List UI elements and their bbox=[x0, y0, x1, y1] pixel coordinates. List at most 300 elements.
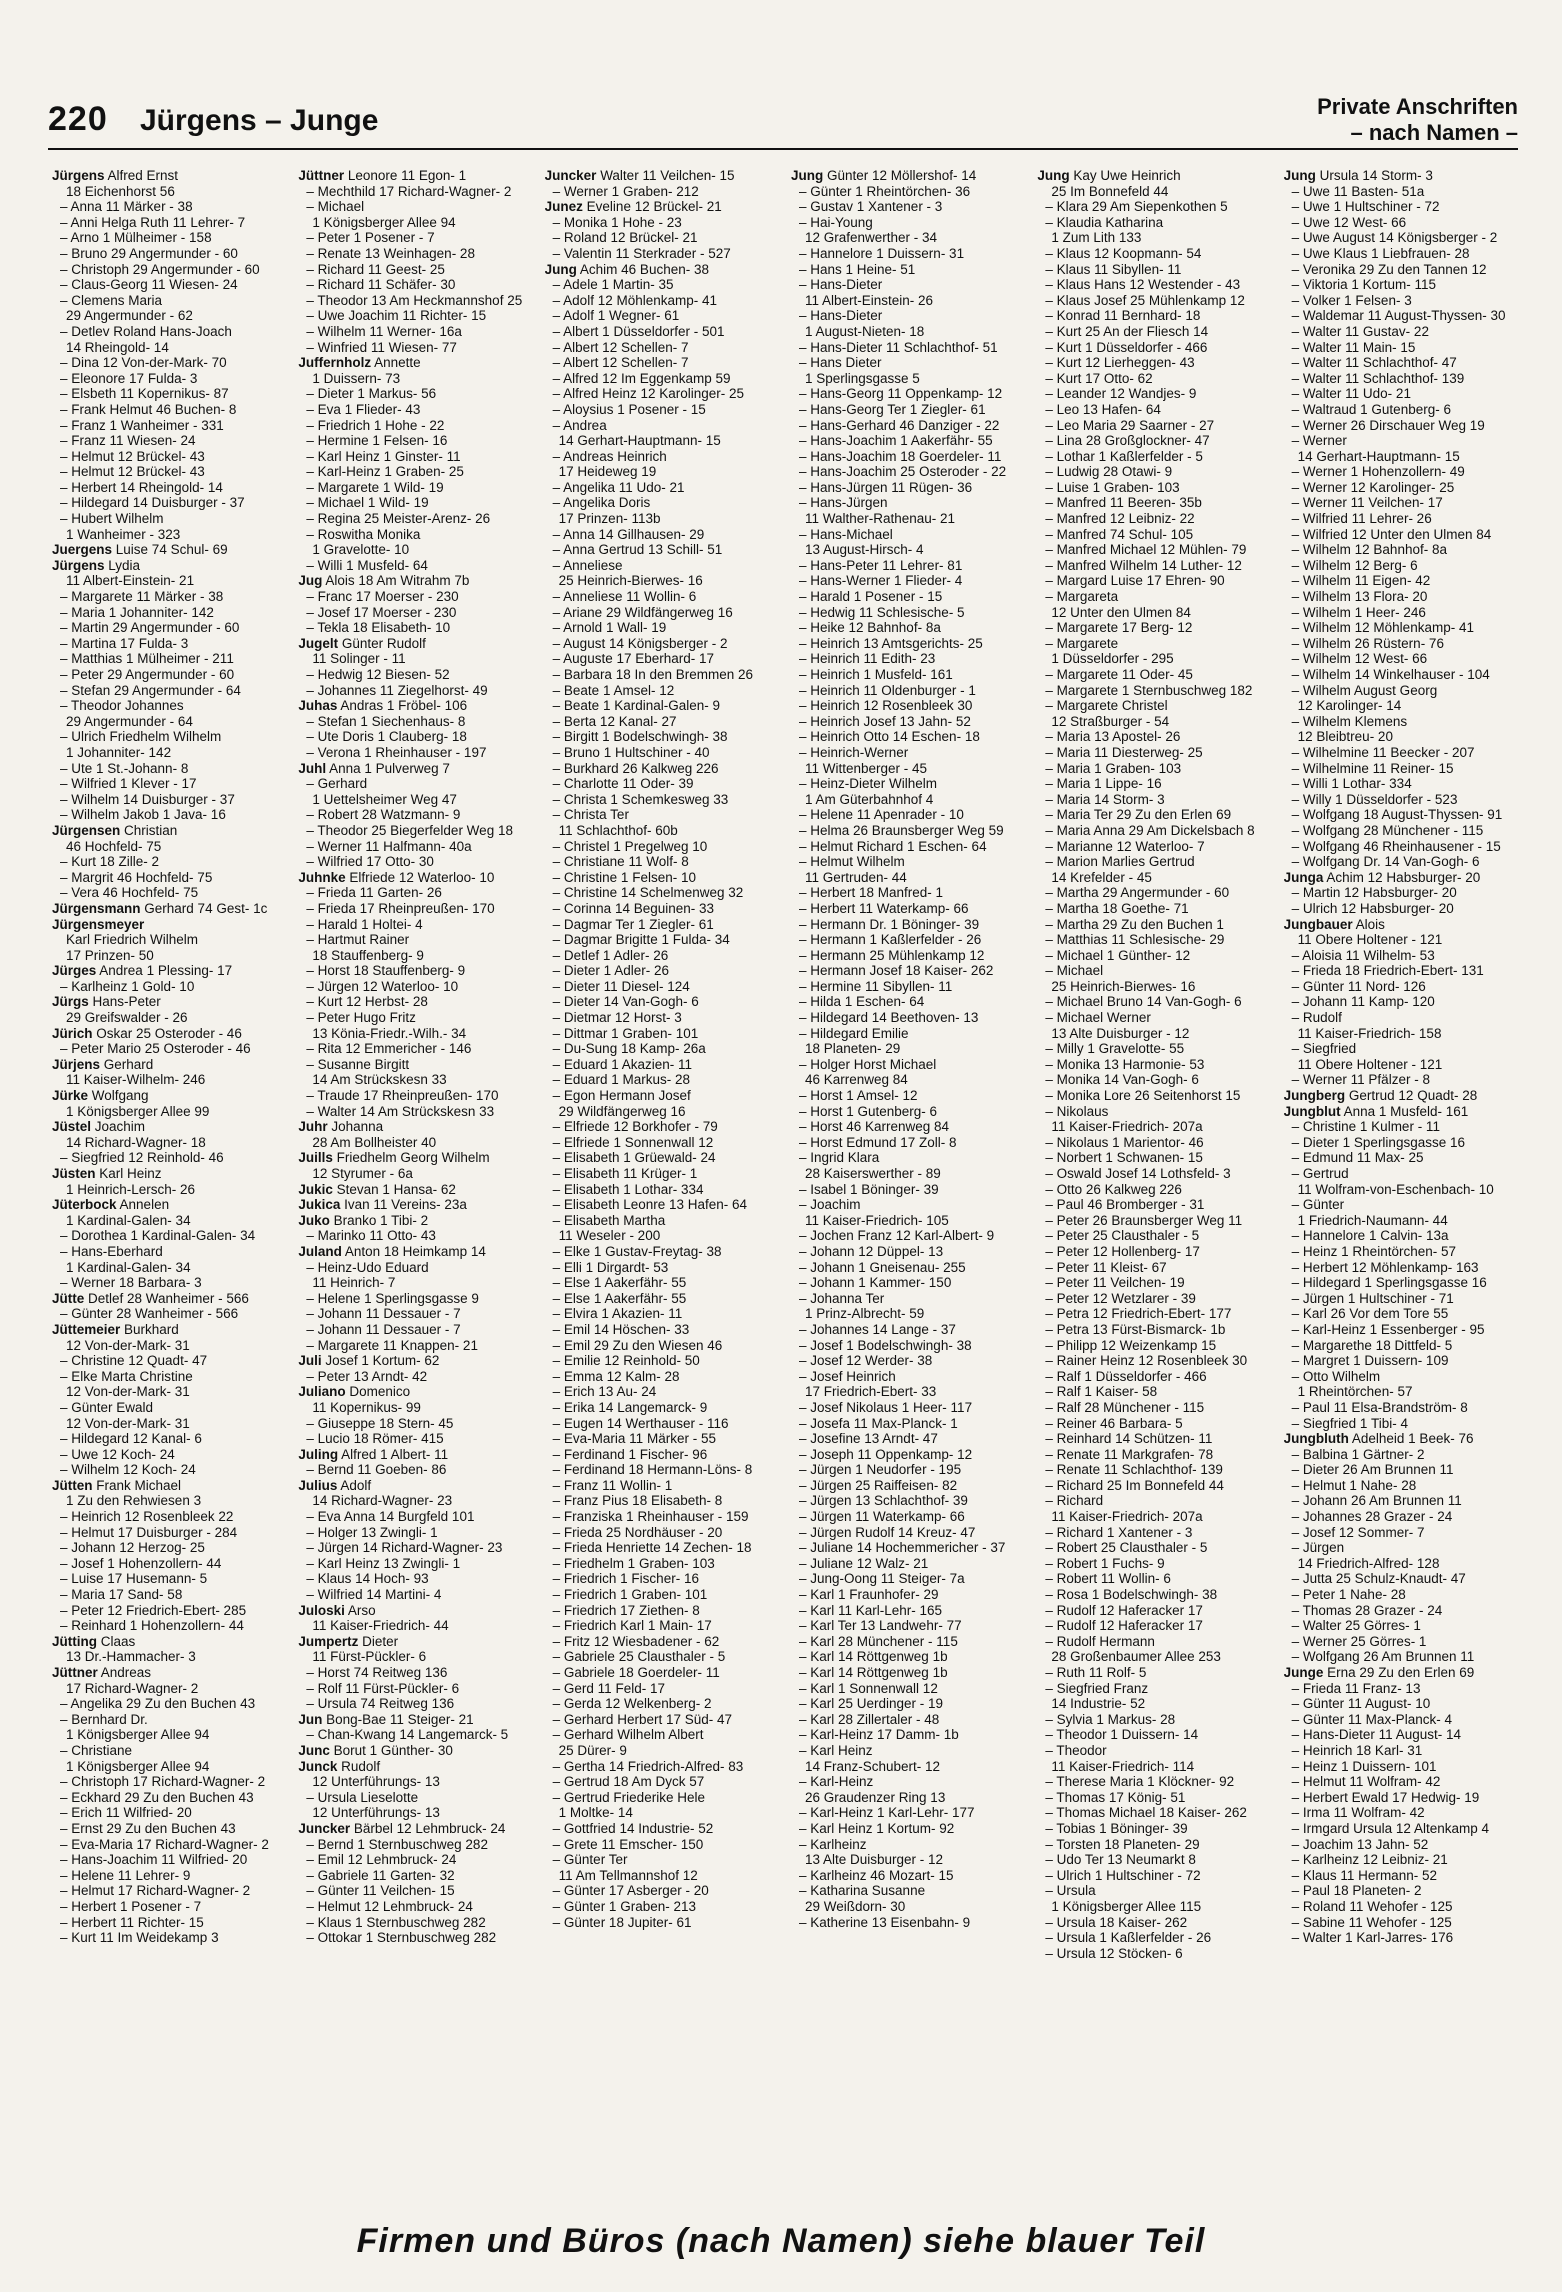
surname: Jüttner bbox=[52, 1665, 98, 1680]
directory-entry: – Ursula 1 Kaßlerfelder - 26 bbox=[1045, 1930, 1212, 1946]
directory-entry: – Edmund 11 Max- 25 bbox=[1291, 1150, 1424, 1166]
directory-entry: – Elsbeth 11 Kopernikus- 87 bbox=[60, 386, 229, 402]
directory-entry: – Peter 11 Kleist- 67 bbox=[1045, 1259, 1167, 1275]
directory-entry: – Johanna Ter bbox=[798, 1290, 885, 1306]
directory-entry: – Christa Ter bbox=[552, 807, 629, 823]
directory-entry: – Wilhelm 14 Duisburger - 37 bbox=[60, 791, 235, 807]
directory-entry: 11 Albert-Einstein- 26 bbox=[804, 292, 934, 308]
directory-entry: – Johann 12 Herzog- 25 bbox=[60, 1540, 205, 1556]
directory-entry: – Klara 29 Am Siepenkothen 5 bbox=[1045, 199, 1228, 215]
directory-column-6 bbox=[1284, 168, 1522, 2208]
directory-entry: – Elvira 1 Akazien- 11 bbox=[552, 1306, 683, 1322]
directory-entry: – Adolf 12 Möhlenkamp- 41 bbox=[552, 292, 718, 308]
directory-entry: Jürgens Lydia bbox=[52, 557, 141, 573]
directory-entry: – Dagmar Brigitte 1 Fulda- 34 bbox=[552, 932, 730, 948]
directory-entry: – Hans-Peter 11 Lehrer- 81 bbox=[798, 557, 963, 573]
directory-entry: 11 Wittenberger - 45 bbox=[804, 760, 928, 776]
directory-entry: – Uwe August 14 Königsberger - 2 bbox=[1291, 230, 1498, 246]
directory-entry: – Petra 12 Friedrich-Ebert- 177 bbox=[1045, 1306, 1232, 1322]
directory-entry: – Aloisia 11 Wilhelm- 53 bbox=[1291, 947, 1435, 963]
directory-entry: – Heinz-Dieter Wilhelm bbox=[798, 776, 938, 792]
directory-entry: – Günter 17 Asberger - 20 bbox=[552, 1883, 709, 1899]
directory-entry: – Hans Dieter bbox=[798, 355, 882, 371]
directory-entry: – Helmut 17 Richard-Wagner- 2 bbox=[60, 1883, 251, 1899]
directory-entry: Jun Bong-Bae 11 Steiger- 21 bbox=[298, 1711, 474, 1727]
directory-entry: – Thomas 28 Grazer - 24 bbox=[1291, 1602, 1443, 1618]
directory-entry: – Paul 11 Elsa-Brandström- 8 bbox=[1291, 1399, 1468, 1415]
directory-entry: – Walter 11 Schlachthof- 47 bbox=[1291, 355, 1457, 371]
directory-entry: – Johann 1 Gneisenau- 255 bbox=[798, 1259, 966, 1275]
surname: Jütten bbox=[52, 1477, 93, 1493]
directory-entry: 17 Richard-Wagner- 2 bbox=[66, 1680, 199, 1696]
directory-entry: – Rainer Heinz 12 Rosenbleek 30 bbox=[1045, 1353, 1248, 1369]
directory-entry: – Klaus 11 Hermann- 52 bbox=[1291, 1867, 1437, 1883]
directory-entry: – Elisabeth Martha bbox=[552, 1212, 666, 1228]
directory-entry: – Wilfried 12 Unter den Ulmen 84 bbox=[1291, 526, 1492, 542]
directory-entry: – Walter 14 Am Strückskesn 33 bbox=[306, 1103, 495, 1119]
directory-entry: – Udo Ter 13 Neumarkt 8 bbox=[1045, 1852, 1196, 1868]
directory-entry: Jürjens Gerhard bbox=[52, 1056, 154, 1072]
directory-entry: – Hermann 25 Mühlenkamp 12 bbox=[798, 947, 985, 963]
directory-entry: – Nikolaus bbox=[1045, 1103, 1109, 1119]
directory-entry: 11 Kaiser-Friedrich- 105 bbox=[804, 1212, 949, 1228]
directory-entry: – Manfred Michael 12 Mühlen- 79 bbox=[1045, 542, 1247, 558]
directory-entry: – Peter 12 Wetzlarer - 39 bbox=[1045, 1290, 1196, 1306]
directory-entry: – Eduard 1 Markus- 28 bbox=[552, 1072, 690, 1088]
surname: Jürgens bbox=[52, 557, 105, 573]
directory-entry: – Herbert 1 Posener - 7 bbox=[60, 1898, 202, 1914]
directory-entry: – Maria 11 Diesterweg- 25 bbox=[1045, 744, 1203, 760]
directory-entry: Jüsten Karl Heinz bbox=[52, 1166, 162, 1181]
directory-column-4 bbox=[791, 168, 1029, 2208]
directory-entry: – Josef 17 Moerser - 230 bbox=[306, 604, 457, 620]
directory-entry: – Martin 12 Habsburger- 20 bbox=[1291, 885, 1457, 901]
surname: Juhr bbox=[298, 1119, 328, 1135]
directory-entry: 1 Friedrich-Naumann- 44 bbox=[1297, 1212, 1448, 1228]
directory-entry: 46 Karrenweg 84 bbox=[804, 1072, 908, 1088]
directory-entry: – Dieter 1 Sperlingsgasse 16 bbox=[1291, 1134, 1465, 1150]
directory-entry: – Helmut Richard 1 Eschen- 64 bbox=[798, 838, 987, 854]
directory-entry: 29 Wildfängerweg 16 bbox=[558, 1103, 686, 1119]
directory-entry: – Martha 29 Angermunder - 60 bbox=[1045, 885, 1230, 901]
directory-entry: – Christiane bbox=[60, 1742, 133, 1758]
directory-entry: – Siegfried bbox=[1291, 1041, 1357, 1057]
directory-entry: – Grete 11 Emscher- 150 bbox=[552, 1836, 704, 1852]
surname: Juhnke bbox=[298, 869, 346, 885]
directory-entry: – Hubert Wilhelm bbox=[60, 511, 164, 527]
directory-entry: – Volker 1 Felsen- 3 bbox=[1291, 292, 1412, 308]
directory-entry: – Karl 26 Vor dem Tore 55 bbox=[1291, 1306, 1449, 1322]
directory-entry: – Wilhelm 12 Bahnhof- 8a bbox=[1291, 542, 1447, 558]
directory-entry: – Margrit 46 Hochfeld- 75 bbox=[60, 869, 213, 885]
directory-entry: – Clemens Maria bbox=[60, 292, 163, 308]
directory-entry: – Rudolf 12 Haferacker 17 bbox=[1045, 1618, 1203, 1634]
directory-entry: – Josef Nikolaus 1 Heer- 117 bbox=[798, 1399, 973, 1415]
directory-entry: 25 Dürer- 9 bbox=[558, 1742, 627, 1758]
directory-entry: – Uwe 1 Hultschiner - 72 bbox=[1291, 199, 1440, 215]
directory-entry: – Helma 26 Braunsberger Weg 59 bbox=[798, 822, 1004, 838]
directory-entry: – Heinrich Otto 14 Eschen- 18 bbox=[798, 729, 980, 745]
directory-entry: 11 Schlachthof- 60b bbox=[558, 822, 678, 838]
directory-entry: – Gertha 14 Friedrich-Alfred- 83 bbox=[552, 1758, 744, 1774]
directory-entry: – Dieter 1 Adler- 26 bbox=[552, 963, 669, 979]
directory-entry: – Karl 14 Röttgenweg 1b bbox=[798, 1649, 948, 1665]
directory-entry: – Monika 14 Van-Gogh- 6 bbox=[1045, 1072, 1199, 1088]
directory-entry: – Regina 25 Meister-Arenz- 26 bbox=[306, 511, 491, 527]
directory-entry: 25 Heinrich-Bierwes- 16 bbox=[558, 573, 703, 589]
surname: Jürke bbox=[52, 1088, 89, 1104]
directory-entry: – Karl Heinz bbox=[798, 1742, 873, 1758]
directory-entry: – Michael Bruno 14 Van-Gogh- 6 bbox=[1045, 994, 1242, 1010]
directory-entry: 11 Kaiser-Friedrich- 44 bbox=[312, 1618, 449, 1634]
directory-entry: 29 Greifswalder - 26 bbox=[66, 1010, 188, 1026]
directory-entry: Jungbluth Adelheid 1 Beek- 76 bbox=[1283, 1431, 1474, 1447]
directory-entry: – Martha 18 Goethe- 71 bbox=[1045, 900, 1189, 916]
directory-entry: – Therese Maria 1 Klöckner- 92 bbox=[1045, 1774, 1235, 1790]
directory-entry: – Hans-Michael bbox=[798, 526, 893, 542]
directory-entry: 25 Heinrich-Bierwes- 16 bbox=[1051, 978, 1196, 994]
directory-entry: Jüterbock Annelen bbox=[52, 1197, 170, 1213]
directory-entry: – Herbert 14 Rheingold- 14 bbox=[60, 479, 223, 495]
directory-column-2 bbox=[298, 168, 536, 2208]
directory-entry: – Ralf 1 Kaiser- 58 bbox=[1045, 1384, 1158, 1400]
directory-entry: – Anneliese 11 Wollin- 6 bbox=[552, 589, 697, 605]
directory-entry: – Gabriele 18 Goerdeler- 11 bbox=[552, 1665, 720, 1680]
directory-entry: 14 Richard-Wagner- 23 bbox=[312, 1493, 453, 1509]
directory-entry: – Uwe 12 Koch- 24 bbox=[60, 1446, 175, 1462]
surname: Juko bbox=[298, 1212, 330, 1228]
directory-entry: Jug Alois 18 Am Witrahm 7b bbox=[298, 573, 470, 589]
directory-entry: 1 Moltke- 14 bbox=[558, 1805, 633, 1821]
directory-entry: – Herbert 11 Richter- 15 bbox=[60, 1914, 204, 1930]
directory-entry: – Manfred Wilhelm 14 Luther- 12 bbox=[1045, 557, 1242, 573]
surname: Jürgens bbox=[52, 168, 105, 183]
surname: Jug bbox=[298, 573, 323, 589]
directory-entry: 29 Angermunder - 64 bbox=[66, 713, 193, 729]
directory-entry: – Balbina 1 Gärtner- 2 bbox=[1291, 1446, 1425, 1462]
directory-entry: 1 Johanniter- 142 bbox=[66, 744, 172, 760]
directory-entry: – Hans-Jürgen 11 Rügen- 36 bbox=[798, 479, 973, 495]
directory-entry: – Erika 14 Langemarck- 9 bbox=[552, 1399, 708, 1415]
surname: Jüterbock bbox=[52, 1197, 117, 1213]
directory-entry: – Renate 11 Schlachthof- 139 bbox=[1045, 1462, 1223, 1478]
directory-entry: – Franz 11 Wiesen- 24 bbox=[60, 433, 196, 449]
directory-entry: – Ulrich 1 Hultschiner - 72 bbox=[1045, 1867, 1201, 1883]
directory-entry: – Richard 11 Geest- 25 bbox=[306, 261, 445, 277]
directory-entry: – Gabriele 11 Garten- 32 bbox=[306, 1867, 455, 1883]
directory-entry: 14 Industrie- 52 bbox=[1051, 1696, 1146, 1712]
directory-entry: Jürgensen Christian bbox=[52, 822, 178, 838]
directory-entry: – Katharina Susanne bbox=[798, 1883, 926, 1899]
directory-entry: – Wilhelm 13 Flora- 20 bbox=[1291, 589, 1428, 605]
directory-entry: 1 Düsseldorfer - 295 bbox=[1051, 651, 1174, 667]
directory-entry: – Klaus 1 Sternbuschweg 282 bbox=[306, 1914, 486, 1930]
directory-entry: – Monika 13 Harmonie- 53 bbox=[1045, 1056, 1205, 1072]
directory-entry: – Karl Ter 13 Landwehr- 77 bbox=[798, 1618, 962, 1634]
directory-entry: 29 Weißdorn- 30 bbox=[804, 1898, 906, 1914]
directory-entry: – Margret 1 Duissern- 109 bbox=[1291, 1353, 1449, 1369]
directory-entry: – Tobias 1 Böninger- 39 bbox=[1045, 1820, 1188, 1836]
directory-entry: – Ferdinand 18 Hermann-Löns- 8 bbox=[552, 1462, 753, 1478]
directory-entry: Juncker Bärbel 12 Lehmbruck- 24 bbox=[298, 1820, 506, 1836]
directory-entry: – Karlheinz bbox=[798, 1836, 867, 1852]
directory-entry: – Frieda 18 Friedrich-Ebert- 131 bbox=[1291, 963, 1484, 979]
directory-entry: – Ursula bbox=[1045, 1883, 1096, 1899]
directory-entry: 11 Kaiser-Friedrich- 207a bbox=[1051, 1509, 1203, 1525]
directory-entry: 13 Alte Duisburger - 12 bbox=[1051, 1025, 1190, 1041]
directory-entry: – Wilhelm 11 Werner- 16a bbox=[306, 323, 462, 339]
directory-entry: Jüttner Andreas bbox=[52, 1665, 152, 1680]
directory-entry: – Johannes 28 Grazer - 24 bbox=[1291, 1509, 1453, 1525]
directory-entry: 13 Könia-Friedr.-Wilh.- 34 bbox=[312, 1025, 467, 1041]
surname: Jung bbox=[1037, 168, 1070, 183]
directory-entry: – Hedwig 11 Schlesische- 5 bbox=[798, 604, 965, 620]
directory-entry: 11 Kaiser-Wilhelm- 246 bbox=[66, 1072, 206, 1088]
directory-entry: Jung Achim 46 Buchen- 38 bbox=[544, 261, 709, 277]
surname: Jumpertz bbox=[298, 1633, 359, 1649]
directory-entry: – Maria 1 Johanniter- 142 bbox=[60, 604, 214, 620]
directory-entry: – Ursula 74 Reitweg 136 bbox=[306, 1696, 455, 1712]
directory-entry: – Günter bbox=[1291, 1197, 1345, 1213]
directory-entry: – Ferdinand 1 Fischer- 96 bbox=[552, 1446, 708, 1462]
directory-entry: 1 Königsberger Allee 94 bbox=[66, 1727, 210, 1743]
directory-entry: – Günter Ter bbox=[552, 1852, 628, 1868]
directory-entry: 14 Gerhart-Hauptmann- 15 bbox=[558, 433, 721, 449]
directory-entry: – Wolfgang 28 Münchener - 115 bbox=[1291, 822, 1484, 838]
directory-entry: 11 Heinrich- 7 bbox=[312, 1275, 396, 1291]
directory-entry: 12 Karolinger- 14 bbox=[1297, 698, 1402, 714]
directory-entry: – Günter 11 August- 10 bbox=[1291, 1696, 1431, 1712]
directory-entry: – Dagmar Ter 1 Ziegler- 61 bbox=[552, 916, 714, 932]
directory-entry: – Manfred 12 Leibniz- 22 bbox=[1045, 511, 1195, 527]
directory-entry: – Wilhelm Jakob 1 Java- 16 bbox=[60, 807, 226, 823]
directory-entry: – Maria 1 Lippe- 16 bbox=[1045, 776, 1162, 792]
directory-entry: – Nikolaus 1 Marientor- 46 bbox=[1045, 1134, 1204, 1150]
directory-entry: – Frieda Henriette 14 Zechen- 18 bbox=[552, 1540, 752, 1556]
directory-entry: – Juliane 14 Hochemmericher - 37 bbox=[798, 1540, 1006, 1556]
directory-entry: – Horst 1 Amsel- 12 bbox=[798, 1088, 918, 1104]
directory-entry: – Albert 12 Schellen- 7 bbox=[552, 355, 689, 371]
directory-entry: – Hildegard 1 Sperlingsgasse 16 bbox=[1291, 1275, 1487, 1291]
directory-entry: – Hermann Josef 18 Kaiser- 262 bbox=[798, 963, 994, 979]
directory-entry: – Hans-Joachim 1 Aakerfähr- 55 bbox=[798, 433, 993, 449]
directory-entry: – Walter 25 Görres- 1 bbox=[1291, 1618, 1421, 1634]
directory-entry: – Wilhelm 26 Rüstern- 76 bbox=[1291, 635, 1444, 651]
directory-entry: – Frieda 25 Nordhäuser - 20 bbox=[552, 1524, 723, 1540]
directory-entry: – Hans-Joachim 18 Goerdeler- 11 bbox=[798, 448, 1002, 464]
directory-entry: – Johann 11 Kamp- 120 bbox=[1291, 994, 1435, 1010]
directory-entry: – Eva 1 Flieder- 43 bbox=[306, 401, 421, 417]
surname: Jungberg bbox=[1283, 1088, 1346, 1104]
directory-entry: – Wilfried 11 Lehrer- 26 bbox=[1291, 511, 1432, 527]
directory-entry: – Reiner 46 Barbara- 5 bbox=[1045, 1415, 1183, 1431]
footer-note: Firmen und Büros (nach Namen) siehe blauer Teil bbox=[356, 2222, 1206, 2260]
directory-entry: – Maria 1 Graben- 103 bbox=[1045, 760, 1182, 776]
directory-entry: – Margarete 11 Knappen- 21 bbox=[306, 1337, 478, 1353]
directory-entry: – Andrea bbox=[552, 417, 607, 433]
directory-entry: 13 Dr.-Hammacher- 3 bbox=[66, 1649, 196, 1665]
directory-entry: – Valentin 11 Sterkrader - 527 bbox=[552, 245, 731, 261]
directory-entry: – Dina 12 Von-der-Mark- 70 bbox=[60, 355, 227, 371]
directory-entry: – Franz 11 Wollin- 1 bbox=[552, 1477, 673, 1493]
directory-entry: Jütte Detlef 28 Wanheimer - 566 bbox=[52, 1290, 249, 1306]
directory-entry: – Werner 11 Pfälzer - 8 bbox=[1291, 1072, 1430, 1088]
directory-entry: – Verona 1 Rheinhauser - 197 bbox=[306, 744, 487, 760]
directory-entry: – Heinrich 1 Musfeld- 161 bbox=[798, 667, 953, 682]
surname: Junc bbox=[298, 1742, 330, 1758]
surname: Juloski bbox=[298, 1602, 345, 1618]
directory-entry: – Karl-Heinz bbox=[798, 1774, 874, 1790]
directory-entry: – Dieter 1 Markus- 56 bbox=[306, 386, 437, 402]
directory-entry: – Wilhelm 11 Eigen- 42 bbox=[1291, 573, 1431, 589]
directory-entry: – Luise 1 Graben- 103 bbox=[1045, 479, 1180, 495]
surname: Jung bbox=[790, 168, 824, 183]
directory-entry: – Matthias 1 Mülheimer - 211 bbox=[60, 651, 234, 667]
directory-entry: – Gerhard Wilhelm Albert bbox=[552, 1727, 704, 1743]
directory-entry: – Michael 1 Günther- 12 bbox=[1045, 947, 1191, 963]
surname: Jürjens bbox=[52, 1056, 101, 1072]
directory-entry: – Christine 12 Quadt- 47 bbox=[60, 1353, 208, 1369]
directory-entry: – Marianne 12 Waterloo- 7 bbox=[1045, 838, 1205, 854]
directory-entry: – Frieda 17 Rheinpreußen- 170 bbox=[306, 900, 495, 916]
surname: Julius bbox=[298, 1477, 338, 1493]
surname: Juland bbox=[298, 1243, 342, 1259]
directory-entry: – Walter 11 Gustav- 22 bbox=[1291, 323, 1429, 339]
directory-entry: – Karlheinz 1 Gold- 10 bbox=[60, 978, 195, 994]
directory-entry: – Jürgen 12 Waterloo- 10 bbox=[306, 978, 459, 994]
surname: Jürgensmeyer bbox=[52, 916, 145, 932]
directory-entry: 1 August-Nieten- 18 bbox=[804, 323, 925, 339]
page-header bbox=[0, 0, 1562, 160]
directory-entry: Jungbauer Alois bbox=[1283, 916, 1385, 932]
directory-entry: 18 Planeten- 29 bbox=[804, 1041, 901, 1057]
directory-entry: – Jung-Oong 11 Steiger- 7a bbox=[798, 1571, 965, 1587]
directory-entry: – Siegfried Franz bbox=[1045, 1680, 1149, 1696]
directory-entry: – Werner 1 Hohenzollern- 49 bbox=[1291, 464, 1465, 480]
directory-entry: – Leander 12 Wandjes- 9 bbox=[1045, 386, 1197, 402]
directory-entry: – Johann 26 Am Brunnen 11 bbox=[1291, 1493, 1462, 1509]
directory-entry: – Siegfried 1 Tibi- 4 bbox=[1291, 1415, 1408, 1431]
directory-entry: – Karl 28 Münchener - 115 bbox=[798, 1633, 958, 1649]
surname: Junez bbox=[544, 199, 583, 215]
directory-entry: – Gertrud Friederike Hele bbox=[552, 1789, 705, 1805]
section-title bbox=[1317, 94, 1518, 146]
directory-entry: – Alfred Heinz 12 Karolinger- 25 bbox=[552, 386, 745, 402]
directory-entry: – Renate 11 Markgrafen- 78 bbox=[1045, 1446, 1214, 1462]
directory-entry: – Hans-Gerhard 46 Danziger - 22 bbox=[798, 417, 1000, 433]
directory-entry: – Hans-Dieter bbox=[798, 308, 883, 324]
directory-entry: – Günter 1 Graben- 213 bbox=[552, 1898, 696, 1914]
directory-entry: – Christine 1 Felsen- 10 bbox=[552, 869, 696, 885]
directory-entry: – Erich 13 Au- 24 bbox=[552, 1384, 657, 1400]
name-range: Jürgens – Junge bbox=[140, 104, 379, 137]
directory-entry: 11 Albert-Einstein- 21 bbox=[66, 573, 195, 589]
directory-entry: – Horst 18 Stauffenberg- 9 bbox=[306, 963, 466, 979]
directory-entry: – Egon Hermann Josef bbox=[552, 1088, 691, 1104]
directory-entry: – Anni Helga Ruth 11 Lehrer- 7 bbox=[60, 214, 246, 230]
directory-entry: Juffernholz Annette bbox=[298, 355, 421, 371]
directory-entry: – Detlev Roland Hans-Joach bbox=[60, 323, 232, 339]
directory-entry: – Franziska 1 Rheinhauser - 159 bbox=[552, 1509, 749, 1525]
directory-entry: – Wilhelm August Georg bbox=[1291, 682, 1438, 698]
directory-entry: – Roland 11 Wehofer - 125 bbox=[1291, 1898, 1453, 1914]
directory-entry: Jumpertz Dieter bbox=[298, 1633, 399, 1649]
directory-entry: – Marinko 11 Otto- 43 bbox=[306, 1228, 436, 1244]
directory-entry: – Werner 11 Halfmann- 40a bbox=[306, 838, 472, 854]
directory-entry: – Hermann 1 Kaßlerfelder - 26 bbox=[798, 932, 982, 948]
directory-entry: – Helmut 1 Nahe- 28 bbox=[1291, 1477, 1417, 1493]
directory-entry: 17 Prinzen- 50 bbox=[66, 947, 154, 963]
directory-entry: – Dieter 26 Am Brunnen 11 bbox=[1291, 1462, 1454, 1478]
directory-entry: – Martha 29 Zu den Buchen 1 bbox=[1045, 916, 1224, 932]
directory-entry: – Reinhard 14 Schützen- 11 bbox=[1045, 1431, 1213, 1447]
directory-entry: – Willi 1 Lothar- 334 bbox=[1291, 776, 1412, 792]
directory-entry: – Joachim bbox=[798, 1197, 861, 1213]
directory-entry: – Gertrud 18 Am Dyck 57 bbox=[552, 1774, 705, 1790]
directory-entry: – Margarete 17 Berg- 12 bbox=[1045, 620, 1193, 636]
directory-entry: – Sabine 11 Wehofer - 125 bbox=[1291, 1914, 1452, 1930]
directory-entry: – Karlheinz 46 Mozart- 15 bbox=[798, 1867, 954, 1883]
surname: Juncker bbox=[298, 1820, 351, 1836]
directory-entry: – Robert 28 Watzmann- 9 bbox=[306, 807, 461, 823]
directory-entry: – Wilhelm 12 West- 66 bbox=[1291, 651, 1428, 667]
directory-entry: Juhr Johanna bbox=[298, 1119, 384, 1135]
directory-entry: – Friedhelm 1 Graben- 103 bbox=[552, 1555, 715, 1571]
directory-entry: – Theodor Johannes bbox=[60, 698, 184, 714]
directory-entry: 1 Wanheimer - 323 bbox=[66, 526, 181, 542]
directory-entry: – Ursula 12 Stöcken- 6 bbox=[1045, 1945, 1183, 1961]
directory-entry: – Heinrich 12 Rosenbleek 30 bbox=[798, 698, 973, 714]
directory-entry: – Herbert 11 Waterkamp- 66 bbox=[798, 900, 969, 916]
directory-entry: – Werner 25 Görres- 1 bbox=[1291, 1633, 1427, 1649]
directory-entry: – Anna 14 Gillhausen- 29 bbox=[552, 526, 705, 542]
directory-entry: – Viktoria 1 Kortum- 115 bbox=[1291, 277, 1436, 293]
directory-entry: 1 Heinrich-Lersch- 26 bbox=[66, 1181, 196, 1197]
directory-entry: – Oswald Josef 14 Lothsfeld- 3 bbox=[1045, 1166, 1231, 1181]
directory-column-1 bbox=[52, 168, 290, 2208]
directory-entry: – Herbert 18 Manfred- 1 bbox=[798, 885, 944, 901]
directory-entry: – Wilfried 1 Klever - 17 bbox=[60, 776, 197, 792]
directory-entry: – Ludwig 28 Otawi- 9 bbox=[1045, 464, 1173, 480]
directory-entry: – Hermann Dr. 1 Böninger- 39 bbox=[798, 916, 980, 932]
surname: Jürgs bbox=[52, 994, 89, 1010]
directory-entry: – Peter 1 Nahe- 28 bbox=[1291, 1587, 1406, 1603]
directory-columns bbox=[52, 168, 1522, 2208]
directory-entry: – Johann 12 Düppel- 13 bbox=[798, 1243, 944, 1259]
directory-entry: – Christiane 11 Wolf- 8 bbox=[552, 854, 689, 870]
surname: Juncker bbox=[544, 168, 597, 183]
surname: Jung bbox=[1283, 168, 1316, 183]
directory-entry: 1 Königsberger Allee 94 bbox=[66, 1758, 210, 1774]
directory-entry: Junez Eveline 12 Brückel- 21 bbox=[544, 199, 722, 215]
directory-entry: – Frieda 11 Garten- 26 bbox=[306, 885, 442, 901]
directory-entry: – Ernst 29 Zu den Buchen 43 bbox=[60, 1820, 236, 1836]
directory-entry: – Eleonore 17 Fulda- 3 bbox=[60, 370, 198, 386]
directory-entry: – Franz Pius 18 Elisabeth- 8 bbox=[552, 1493, 723, 1509]
directory-entry: – Friedrich 1 Hohe - 22 bbox=[306, 417, 445, 433]
directory-entry: – Bernhard Dr. bbox=[60, 1711, 148, 1727]
directory-entry: 1 Gravelotte- 10 bbox=[312, 542, 410, 558]
directory-entry: – Willi 1 Musfeld- 64 bbox=[306, 557, 428, 573]
directory-entry: – Waldemar 11 August-Thyssen- 30 bbox=[1291, 308, 1506, 324]
directory-entry: – Emma 12 Kalm- 28 bbox=[552, 1368, 680, 1384]
directory-entry: – Wilhelm 12 Koch- 24 bbox=[60, 1462, 196, 1478]
directory-entry: 17 Heideweg 19 bbox=[558, 464, 657, 480]
directory-entry: – Otto Wilhelm bbox=[1291, 1368, 1381, 1384]
directory-entry: – Eduard 1 Akazien- 11 bbox=[552, 1056, 693, 1072]
directory-entry: – Hans-Jürgen bbox=[798, 495, 888, 511]
directory-entry: – Holger Horst Michael bbox=[798, 1056, 937, 1072]
